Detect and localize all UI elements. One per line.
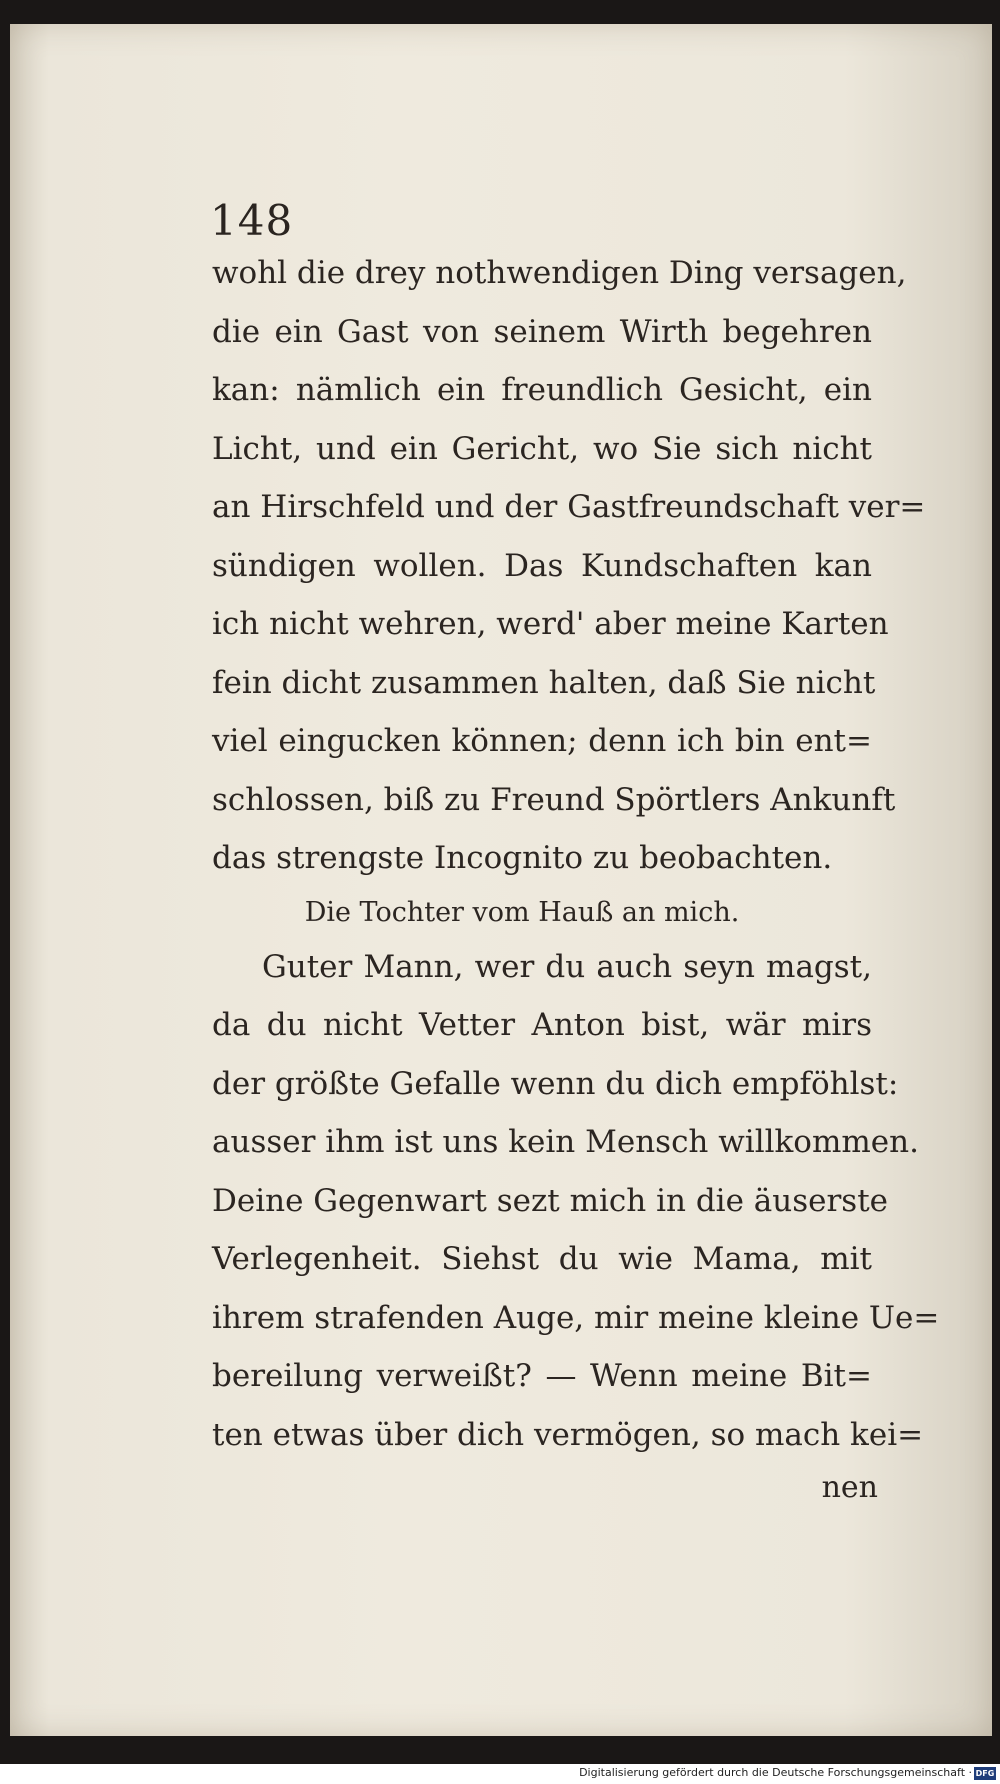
text-line: ihrem strafenden Auge, mir meine kleine Ue= [212,1299,940,1336]
text-line: an Hirschfeld und der Gastfreundschaft ver= [212,489,926,525]
text-line: kan: nämlich ein freundlich Gesicht, ein [212,372,872,408]
catchword: nen [821,1470,878,1505]
text-line: ausser ihm ist uns kein Mensch willkommen. [212,1124,919,1160]
text-line: bereilung verweißt? — Wenn meine Bit= [212,1358,872,1394]
page-number: 148 [210,196,294,245]
text-line: ten etwas über dich vermögen, so mach kei= [212,1416,924,1453]
text-line: viel eingucken können; denn ich bin ent= [212,723,872,759]
text-line: schlossen, biß zu Freund Spörtlers Ankunft [212,781,896,818]
text-line: sündigen wollen. Das Kundschaften kan [212,547,872,584]
text-line: fein dicht zusammen halten, daß Sie nicht [212,664,876,701]
text-line: die ein Gast von seinem Wirth begehren [212,313,872,350]
footer-credit: Digitalisierung gefördert durch die Deutsche Forschungsgemeinschaft · [579,1766,972,1779]
text-line: das strengste Incognito zu beobachten. [212,840,833,876]
text-line: da du nicht Vetter Anton bist, wär mirs [212,1007,872,1043]
text-line: ich nicht wehren, werd' aber meine Karten [212,606,889,642]
dfg-logo-icon: DFG [975,1769,995,1778]
text-line: der größte Gefalle wenn du dich empföhlst: [212,1065,899,1102]
text-line: wohl die drey nothwendigen Ding versagen, [212,255,907,291]
text-line: Licht, und ein Gericht, wo Sie sich nicht [212,430,872,467]
body-text [212,244,940,1464]
text-line: Guter Mann, wer du auch seyn magst, [262,948,872,985]
section-heading: Die Tochter vom Hauß an mich. [304,896,740,928]
text-line: Deine Gegenwart sezt mich in die äuserste [212,1182,889,1219]
text-line: Verlegenheit. Siehst du wie Mama, mit [212,1241,872,1277]
